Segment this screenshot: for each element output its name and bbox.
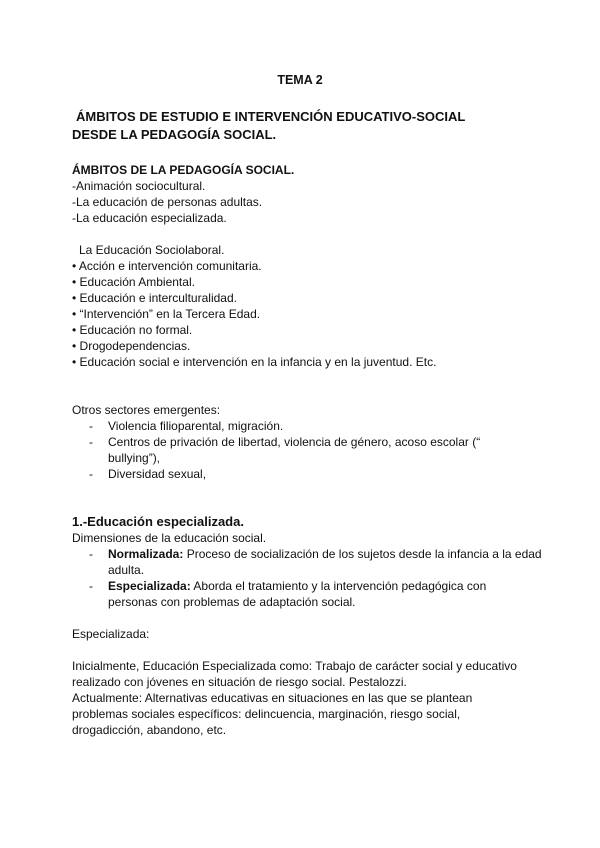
sociolaboral-heading: La Educación Sociolaboral. (79, 243, 225, 257)
sociolaboral-item: • Acción e intervención comunitaria. (72, 259, 262, 273)
dimension-text: Proceso de socialización de los sujetos desde la infancia a la edad adulta. (108, 547, 542, 577)
dimension-term: Normalizada: (108, 547, 184, 561)
dimension-item-body (108, 546, 548, 578)
dimension-text: Aborda el tratamiento y la intervención pedagógica con personas con problemas de adaptación social. (108, 579, 487, 609)
sociolaboral-item: • Educación social e intervención en la infancia y en la juventud. Etc. (72, 355, 437, 369)
sociolaboral-item: • “Intervención” en la Tercera Edad. (72, 307, 261, 321)
dash-bullet: - (89, 435, 93, 449)
dimension-item-body (108, 578, 508, 610)
sociolaboral-item: • Educación e interculturalidad. (72, 291, 237, 305)
dimension-term: Especializada: (108, 579, 191, 593)
paragraph-line: Actualmente: Alternativas educativas en situaciones en las que se plantean (72, 691, 473, 705)
ambitos-item: -Animación sociocultural. (72, 179, 206, 193)
otros-item-text: Violencia filioparental, migración. (108, 419, 284, 433)
main-heading-line1: ÁMBITOS DE ESTUDIO E INTERVENCIÓN EDUCATIVO-SOCIAL (76, 109, 466, 124)
dash-bullet: - (89, 579, 93, 593)
ambitos-item: -La educación especializada. (72, 211, 227, 225)
paragraph-line: problemas sociales específicos: delincuencia, marginación, riesgo social, (72, 707, 461, 721)
sociolaboral-item: • Educación Ambiental. (72, 275, 195, 289)
otros-item-text: Centros de privación de libertad, violencia de género, acoso escolar (“ bullying”), (108, 435, 481, 465)
dash-bullet: - (89, 467, 93, 481)
otros-item-text: Diversidad sexual, (108, 467, 207, 481)
especializada-label: Especializada: (72, 627, 150, 641)
document-title: TEMA 2 (277, 73, 323, 87)
ambitos-heading: ÁMBITOS DE LA PEDAGOGÍA SOCIAL. (72, 163, 295, 177)
paragraph-line: drogadicción, abandono, etc. (72, 723, 227, 737)
sociolaboral-item: • Educación no formal. (72, 323, 193, 337)
section1-intro: Dimensiones de la educación social. (72, 531, 267, 545)
paragraph-line: Inicialmente, Educación Especializada como: Trabajo de carácter social y educativo (72, 659, 517, 673)
paragraph-line: realizado con jóvenes en situación de riesgo social. Pestalozzi. (72, 675, 407, 689)
section1-heading: 1.-Educación especializada. (72, 514, 244, 529)
ambitos-item: -La educación de personas adultas. (72, 195, 263, 209)
dash-bullet: - (89, 547, 93, 561)
sociolaboral-item: • Drogodependencias. (72, 339, 191, 353)
otros-heading: Otros sectores emergentes: (72, 403, 221, 417)
main-heading-line2: DESDE LA PEDAGOGÍA SOCIAL. (72, 127, 277, 142)
dash-bullet: - (89, 419, 93, 433)
